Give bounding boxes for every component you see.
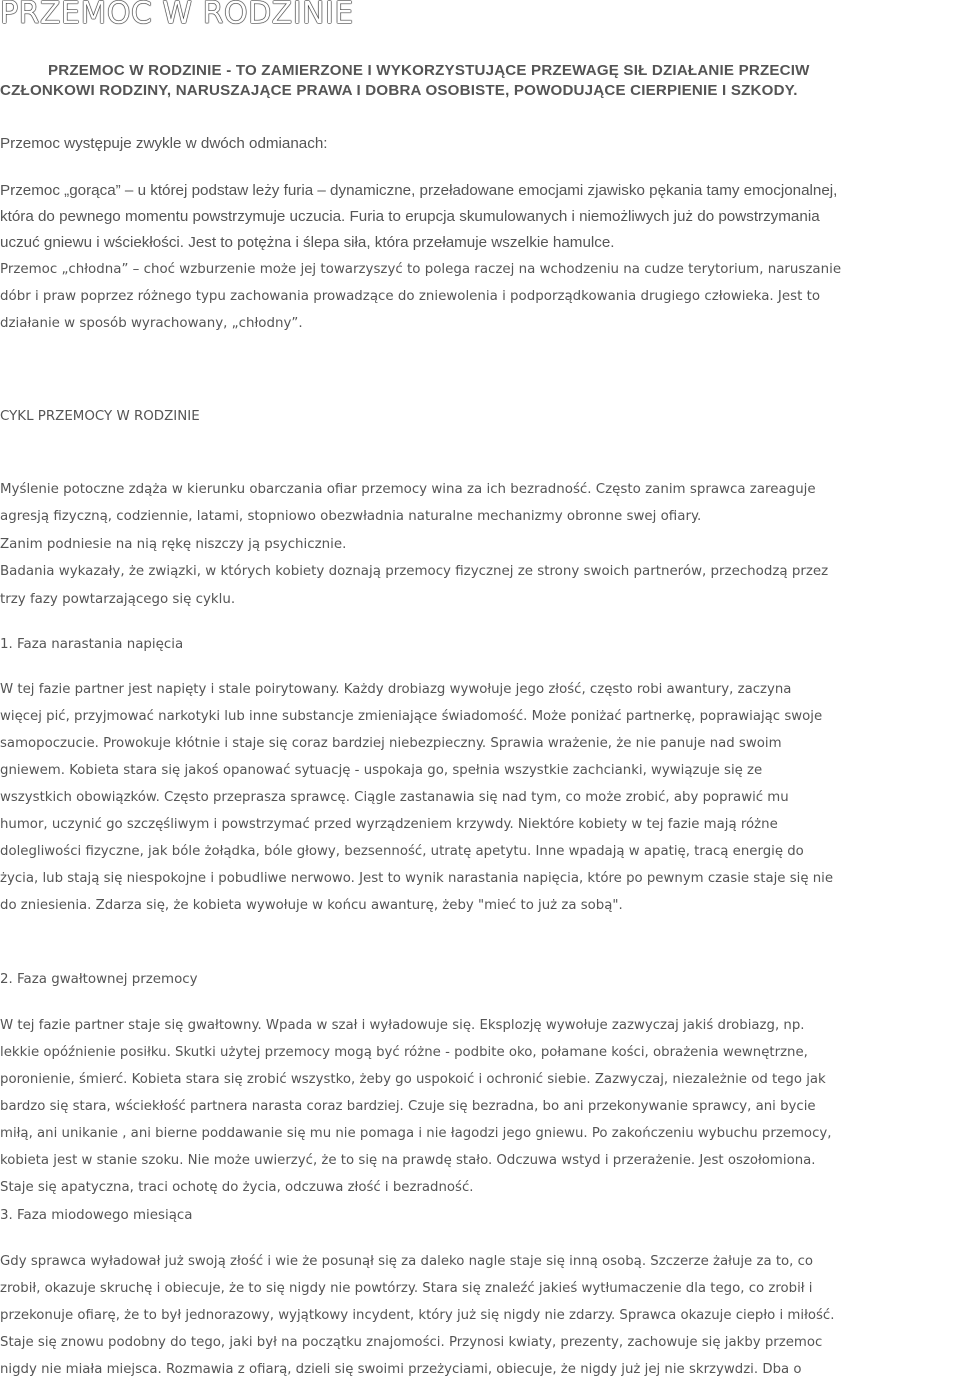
- phase-3-line: Gdy sprawca wyładował już swoją złość i wie że posunął się za daleko nagle staje się inną osobą. Szczerze żałuje za to, co: [0, 1254, 814, 1269]
- phase-2-line: kobieta jest w stanie szoku. Nie może uwierzyć, że to się na prawdę stało. Odczuwa wstyd i przerażenie. Jest oszołomiona.: [0, 1153, 816, 1168]
- phase-2-line: W tej fazie partner staje się gwałtowny. Wpada w szał i wyładowuje się. Eksplozję wywołuje zazwyczaj jakiś drobiazg, np.: [0, 1018, 805, 1033]
- phase-1-line: samopoczucie. Prowokuje kłótnie i staje się coraz bardziej niebezpieczny. Sprawia wrażenie, że nie panuje nad swoim: [0, 736, 782, 751]
- phase-3-line: Staje się znowu podobny do tego, jaki był na początku znajomości. Przynosi kwiaty, prezenty, zachowuje się jakby przemoc: [0, 1335, 823, 1350]
- phase-1-heading: 1. Faza narastania napięcia: [0, 637, 184, 652]
- page-title: PRZEMOC W RODZINIE: [0, 0, 354, 31]
- phase-1-line: W tej fazie partner jest napięty i stale poirytowany. Każdy drobiazg wywołuje jego złość, często robi awantury, zaczyna: [0, 682, 792, 697]
- phase-1-text: [0, 679, 960, 922]
- phase-2-line: lekkie opóźnienie posiłku. Skutki użytej przemocy mogą być różne - podbite oko, połamane kości, obrażenia wewnętrzne,: [0, 1045, 808, 1060]
- hot-violence-line-2: która do pewnego momentu powstrzymuje uczucia. Furia to erupcja skumulowanych i niemożliwych już do powstrzymania: [0, 208, 820, 225]
- phase-3-text: [0, 1251, 960, 1386]
- phase-1-line: wszystkich obowiązków. Często przeprasza sprawcę. Ciągle zastanawia się nad tym, co może zrobić, aby poprawić mu: [0, 790, 789, 805]
- intro-paragraph: Przemoc występuje zwykle w dwóch odmianach:: [0, 135, 328, 152]
- hot-violence-line-3: uczuć gniewu i wściekłości. Jest to potężna i ślepa siła, która przełamuje wszelkie hamulce.: [0, 234, 615, 251]
- phase-2-line: poronienie, śmierć. Kobieta stara się zrobić wszystko, żeby go uspokoić i ochronić siebie. Zazwyczaj, niezależnie od tego jak: [0, 1072, 826, 1087]
- phase-1-line: więcej pić, przyjmować narkotyki lub inne substancje zmieniające świadomość. Może poniżać partnerkę, poprawiając swoje: [0, 709, 823, 724]
- paragraph-myslenie-line-1: Myślenie potoczne zdąża w kierunku obarczania ofiar przemocy wina za ich bezradność. Często zanim sprawca zareaguje: [0, 482, 816, 497]
- definition-line-2: CZŁONKOWI RODZINY, NARUSZAJĄCE PRAWA I DOBRA OSOBISTE, POWODUJĄCE CIERPIENIE I SZKODY.: [0, 82, 798, 99]
- paragraph-badania-line-1: Badania wykazały, że związki, w których kobiety doznają przemocy fizycznej ze strony swoich partnerów, przechodzą przez: [0, 564, 829, 579]
- hot-violence-line-1: Przemoc „gorąca” – u której podstaw leży furia – dynamiczne, przeładowane emocjami zjawisko pękania tamy emocjonalnej,: [0, 182, 838, 199]
- phase-1-line: gniewem. Kobieta stara się jakoś opanować sytuację - uspokaja go, spełnia wszystkie zachcianki, wywiązuje się ze: [0, 763, 763, 778]
- paragraph-myslenie-line-2: agresją fizyczną, codziennie, latami, stopniowo obezwładnia naturalne mechanizmy obronne swej ofiary.: [0, 509, 702, 524]
- phase-2-line: bardzo się stara, wściekłość partnera narasta coraz bardziej. Czuje się bezradna, bo ani przekonywanie sprawcy, ani bycie: [0, 1099, 816, 1114]
- phase-2-heading: 2. Faza gwałtownej przemocy: [0, 972, 198, 987]
- cold-violence-line-1: Przemoc „chłodna” – choć wzburzenie może jej towarzyszyć to polega raczej na wchodzeniu na cudze terytorium, naruszanie: [0, 262, 842, 277]
- phase-2-text: [0, 1015, 960, 1204]
- cold-violence-line-3: działanie w sposób wyrachowany, „chłodny”.: [0, 316, 303, 331]
- phase-1-line: dolegliwości fizyczne, jak bóle żołądka, bóle głowy, bezsenność, utratę apetytu. Inne wpadają w apatię, tracą energię do: [0, 844, 804, 859]
- phase-2-line: Staje się apatyczna, traci ochotę do życia, odczuwa złość i bezradność.: [0, 1180, 474, 1195]
- cycle-heading: CYKL PRZEMOCY W RODZINIE: [0, 409, 200, 424]
- phase-1-line: życia, lub stają się niespokojne i pobudliwe nerwowo. Jest to wynik narastania napięcia, które po pewnym czasie staje się nie: [0, 871, 834, 886]
- phase-2-line: miłą, ani unikanie , ani bierne poddawanie się mu nie pomaga i nie łagodzi jego gniewu. Po zakończeniu wybuchu przemocy,: [0, 1126, 832, 1141]
- phase-1-line: humor, uczynić go szczęśliwym i powstrzymać przed wyrządzeniem krzywdy. Niektóre kobiety w tej fazie mają różne: [0, 817, 778, 832]
- phase-3-line: zrobił, okazuje skruchę i obiecuje, że to się nigdy nie powtórzy. Stara się znaleźć jakieś wytłumaczenie dla tego, co zrobił i: [0, 1281, 813, 1296]
- phase-3-line: nigdy nie miała miejsca. Rozmawia z ofiarą, dzieli się swoimi przeżyciami, obiecuje, że nigdy już jej nie skrzywdzi. Dba o: [0, 1362, 802, 1377]
- paragraph-badania-line-2: trzy fazy powtarzającego się cyklu.: [0, 592, 236, 607]
- phase-3-line: przekonuje ofiarę, że to był jednorazowy, wyjątkowy incydent, który już się nigdy nie zdarzy. Sprawca okazuje ciepło i miłość.: [0, 1308, 835, 1323]
- cold-violence-line-2: dóbr i praw poprzez różnego typu zachowania prowadzące do zniewolenia i podporządkowania drugiego człowieka. Jest to: [0, 289, 821, 304]
- phase-1-line: do zniesienia. Zdarza się, że kobieta wywołuje w końcu awanturę, żeby "mieć to już za sobą".: [0, 898, 623, 913]
- phase-3-heading: 3. Faza miodowego miesiąca: [0, 1208, 193, 1223]
- paragraph-zanim: Zanim podniesie na nią rękę niszczy ją psychicznie.: [0, 537, 347, 552]
- definition-line-1: PRZEMOC W RODZINIE - TO ZAMIERZONE I WYKORZYSTUJĄCE PRZEWAGĘ SIŁ DZIAŁANIE PRZECIW: [48, 62, 810, 79]
